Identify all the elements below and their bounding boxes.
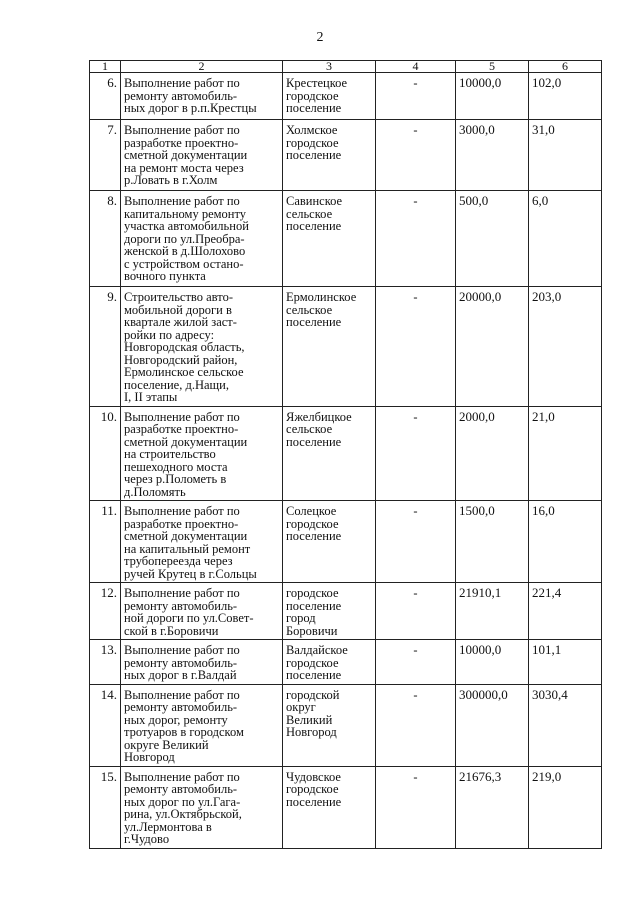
table-row	[90, 766, 602, 848]
row-number: 15.	[90, 766, 121, 848]
col4-value: -	[376, 640, 456, 685]
amount-value: 500,0	[456, 191, 529, 287]
share-value: 16,0	[529, 501, 602, 583]
row-number: 8.	[90, 191, 121, 287]
share-value: 31,0	[529, 120, 602, 191]
column-header-2: 2	[121, 61, 283, 73]
col4-value: -	[376, 73, 456, 120]
table-row	[90, 287, 602, 407]
settlement-name: Холмское городское поселение	[286, 123, 342, 162]
share-value: 6,0	[529, 191, 602, 287]
table-row	[90, 191, 602, 287]
share-value: 3030,4	[529, 684, 602, 766]
table-row	[90, 406, 602, 501]
col4-value: -	[376, 583, 456, 640]
work-description: Строительство авто- мобильной дороги в квартале жилой заст- ройки по адресу: Новгородская область, Новгородский район, Ермолинское сельское поселение, д.Нащи, I, II этапы	[124, 290, 245, 404]
work-description: Выполнение работ по капитальному ремонту участка автомобильной дороги по ул.Преобра- женской в д.Шолохово с устройством остано- вочного пункта	[124, 194, 249, 283]
column-header-1: 1	[90, 61, 121, 73]
table-row	[90, 684, 602, 766]
column-header-3: 3	[283, 61, 376, 73]
col4-value: -	[376, 501, 456, 583]
work-description: Выполнение работ по разработке проектно- сметной документации на строительство пешеходного моста через р.Полометь в д.Поломять	[124, 409, 248, 499]
amount-value: 21676,3	[456, 766, 529, 848]
table-header-row	[90, 61, 602, 73]
col4-value: -	[376, 191, 456, 287]
work-description: Выполнение работ по ремонту автомобиль- ных дорог по ул.Гага- рина, ул.Октябрьской, ул.Лермонтова в г.Чудово	[124, 769, 242, 846]
work-description: Выполнение работ по ремонту автомобиль- ных дорог, ремонту тротуаров в городском округе Великий Новгород	[124, 687, 244, 764]
table-row	[90, 120, 602, 191]
amount-value: 20000,0	[456, 287, 529, 407]
table-row	[90, 501, 602, 583]
table-row	[90, 583, 602, 640]
settlement-name: Чудовское городское поселение	[286, 769, 342, 809]
budget-table	[89, 60, 602, 849]
amount-value: 10000,0	[456, 73, 529, 120]
row-number: 9.	[90, 287, 121, 407]
row-number: 7.	[90, 120, 121, 191]
amount-value: 300000,0	[456, 684, 529, 766]
row-number: 14.	[90, 684, 121, 766]
col4-value: -	[376, 120, 456, 191]
settlement-name: городской округ Великий Новгород	[286, 687, 340, 739]
table-body	[90, 73, 602, 849]
work-description: Выполнение работ по разработке проектно- сметной документации на ремонт моста через р.Ловать в г.Холм	[124, 123, 248, 187]
amount-value: 21910,1	[456, 583, 529, 640]
amount-value: 3000,0	[456, 120, 529, 191]
column-header-5: 5	[456, 61, 529, 73]
share-value: 219,0	[529, 766, 602, 848]
col4-value: -	[376, 684, 456, 766]
work-description: Выполнение работ по ремонту автомобиль- ных дорог в р.п.Крестцы	[124, 76, 257, 115]
work-description: Выполнение работ по разработке проектно- сметной документации на капитальный ремонт трубопереезда через ручей Крутец в г.Сольцы	[124, 504, 257, 581]
page-number: 2	[316, 30, 324, 45]
settlement-name: Ермолинское сельское поселение	[286, 290, 357, 329]
row-number: 11.	[90, 501, 121, 583]
amount-value: 10000,0	[456, 640, 529, 685]
column-header-4: 4	[376, 61, 456, 73]
work-description: Выполнение работ по ремонту автомобиль- ных дорог в г.Валдай	[124, 643, 240, 682]
work-description: Выполнение работ по ремонту автомобиль- ной дороги по ул.Совет- ской в г.Боровичи	[124, 586, 254, 638]
settlement-name: Яжелбицкое сельское поселение	[286, 409, 352, 449]
amount-value: 2000,0	[456, 406, 529, 501]
settlement-name: Валдайское городское поселение	[286, 643, 348, 682]
share-value: 102,0	[529, 73, 602, 120]
row-number: 12.	[90, 583, 121, 640]
col4-value: -	[376, 406, 456, 501]
row-number: 10.	[90, 406, 121, 501]
col4-value: -	[376, 287, 456, 407]
column-header-6: 6	[529, 61, 602, 73]
row-number: 6.	[90, 73, 121, 120]
row-number: 13.	[90, 640, 121, 685]
amount-value: 1500,0	[456, 501, 529, 583]
share-value: 221,4	[529, 583, 602, 640]
share-value: 101,1	[529, 640, 602, 685]
table-row	[90, 640, 602, 685]
settlement-name: Солецкое городское поселение	[286, 504, 342, 543]
share-value: 21,0	[529, 406, 602, 501]
settlement-name: Крестецкое городское поселение	[286, 76, 348, 115]
table-row	[90, 73, 602, 120]
settlement-name: Савинское сельское поселение	[286, 194, 343, 233]
share-value: 203,0	[529, 287, 602, 407]
col4-value: -	[376, 766, 456, 848]
settlement-name: городское поселение город Боровичи	[286, 586, 342, 638]
